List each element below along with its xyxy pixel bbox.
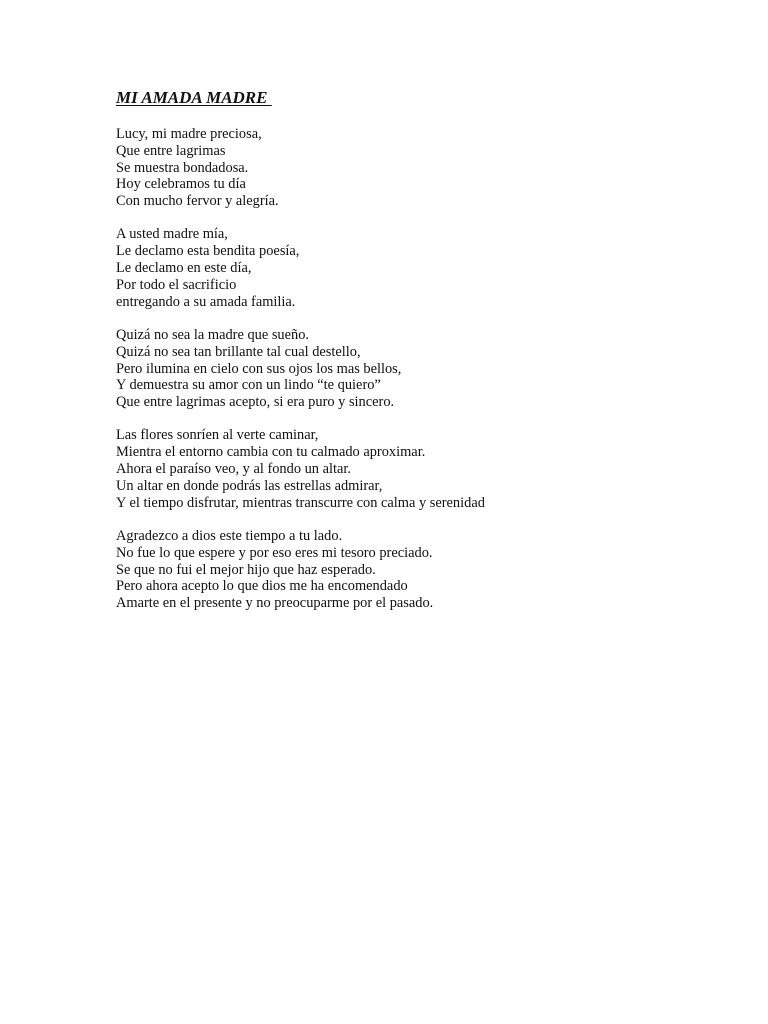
poem-line: Con mucho fervor y alegría. (116, 193, 279, 210)
poem-line: Agradezco a dios este tiempo a tu lado. (116, 527, 343, 544)
poem-line: Se muestra bondadosa. (116, 159, 249, 176)
poem-line: Quizá no sea la madre que sueño. (116, 326, 310, 343)
poem-line: Un altar en donde podrás las estrellas admirar, (116, 477, 383, 494)
poem-line: Le declamo en este día, (116, 260, 252, 277)
poem-line: No fue lo que espere y por eso eres mi tesoro preciado. (116, 544, 433, 561)
poem-line: Las flores sonríen al verte caminar, (116, 427, 319, 444)
poem-line: Pero ilumina en cielo con sus ojos los mas bellos, (116, 360, 402, 377)
poem-line: Amarte en el presente y no preocuparme por el pasado. (116, 595, 434, 612)
poem-line: Que entre lagrimas (116, 142, 226, 159)
poem-line: Por todo el sacrificio (116, 276, 237, 293)
poem (116, 87, 736, 628)
stanza-5 (116, 528, 736, 612)
poem-line: Mientra el entorno cambia con tu calmado aproximar. (116, 444, 426, 461)
poem-line: Le declamo esta bendita poesía, (116, 243, 300, 260)
poem-line: Pero ahora acepto lo que dios me ha encomendado (116, 578, 408, 595)
poem-line: entregando a su amada familia. (116, 293, 296, 310)
poem-line: Y demuestra su amor con un lindo “te quiero” (116, 377, 381, 394)
poem-line: Y el tiempo disfrutar, mientras transcurre con calma y serenidad (116, 494, 485, 511)
stanza-2 (116, 226, 736, 310)
poem-line: Que entre lagrimas acepto, si era puro y sincero. (116, 394, 395, 411)
poem-line: Quizá no sea tan brillante tal cual destello, (116, 343, 361, 360)
poem-line: Lucy, mi madre preciosa, (116, 126, 262, 142)
poem-line: Se que no fui el mejor hijo que haz esperado. (116, 561, 376, 578)
poem-stanzas (116, 126, 736, 612)
stanza-1 (116, 126, 736, 210)
stanza-3 (116, 327, 736, 411)
poem-line: A usted madre mía, (116, 226, 228, 243)
poem-title: MI AMADA MADRE (116, 88, 272, 107)
poem-line: Ahora el paraíso veo, y al fondo un altar. (116, 461, 351, 478)
poem-line: Hoy celebramos tu día (116, 176, 246, 193)
stanza-4 (116, 427, 736, 511)
